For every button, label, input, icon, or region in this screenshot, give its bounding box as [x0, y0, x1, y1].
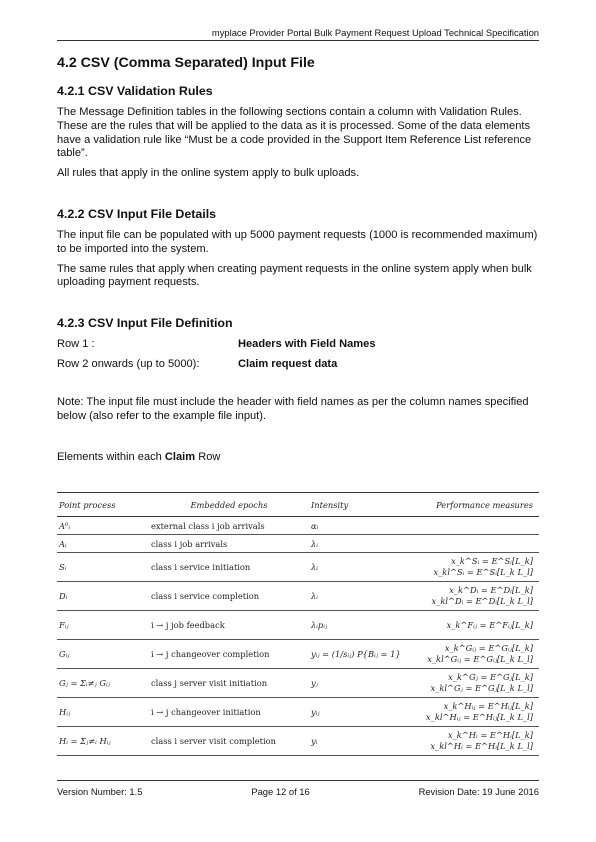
cell-point-process: Fᵢⱼ — [57, 611, 149, 640]
elements-caption — [57, 451, 540, 465]
input-file-details-heading: 4.2.2 CSV Input File Details — [57, 206, 217, 221]
header-point-process: Point process — [57, 493, 149, 517]
performance-measure: x_kl^Hᵢⱼ = E^Hᵢⱼ[L_k L_l] — [426, 712, 533, 722]
performance-measure: x_k^Sᵢ = E^Sᵢ[L_k] — [451, 556, 533, 566]
validation-rules-note: All rules that apply in the online system apply to bulk uploads. — [57, 167, 360, 180]
cell-performance-measures — [413, 535, 539, 553]
table-row — [57, 582, 539, 611]
footer-revision-date: Revision Date: 19 June 2016 — [418, 786, 539, 797]
section-heading: 4.2 CSV (Comma Separated) Input File — [57, 55, 315, 71]
cell-performance-measures — [413, 582, 539, 611]
cell-intensity: yᵢⱼ — [309, 698, 413, 727]
table-row — [57, 553, 539, 582]
point-process-table-wrapper — [57, 492, 539, 756]
table-row — [57, 640, 539, 669]
cell-intensity: yⱼ — [309, 669, 413, 698]
cell-point-process: Sᵢ — [57, 553, 149, 582]
table-row — [57, 669, 539, 698]
cell-embedded-epochs: i → j changeover initiation — [149, 698, 309, 727]
cell-intensity: λᵢ — [309, 535, 413, 553]
cell-point-process: Dᵢ — [57, 582, 149, 611]
input-file-definition-heading: 4.2.3 CSV Input File Definition — [57, 316, 233, 331]
cell-performance-measures — [413, 640, 539, 669]
performance-measure: x_k^Gᵢⱼ = E^Gᵢⱼ[L_k] — [444, 643, 533, 653]
cell-performance-measures — [413, 727, 539, 756]
elements-caption-pre: Elements within each — [57, 451, 165, 464]
table-row — [57, 698, 539, 727]
cell-embedded-epochs: i → j changeover completion — [149, 640, 309, 669]
cell-intensity: yᵢⱼ = (1/sᵢⱼ) P{Bᵢⱼ = 1} — [309, 640, 413, 669]
cell-performance-measures — [413, 611, 539, 640]
performance-measure: x_kl^Gᵢⱼ = E^Gᵢⱼ[L_k L_l] — [427, 654, 533, 664]
elements-caption-bold: Claim — [164, 451, 196, 464]
row-2-label: Row 2 onwards (up to 5000): — [57, 357, 200, 370]
cell-point-process: Hᵢ = Σⱼ≠ᵢ Hᵢⱼ — [57, 727, 149, 756]
performance-measure: x_kl^Dᵢ = E^Dᵢ[L_k L_l] — [431, 596, 533, 606]
row-2-value: Claim request data — [238, 357, 338, 370]
footer-version: Version Number: 1.5 — [57, 786, 143, 797]
document-body — [57, 55, 540, 471]
cell-embedded-epochs: external class i job arrivals — [149, 517, 309, 535]
validation-rules-paragraph: The Message Definition tables in the following sections contain a column with Validation Rules. These are the rules that will be applied to the data as it is processed. Some of the data elements have a validation rule like “Must be a code provided in the Support Item Reference List reference table”. — [57, 106, 532, 160]
cell-intensity: αᵢ — [309, 517, 413, 535]
cell-embedded-epochs: class i job arrivals — [149, 535, 309, 553]
cell-embedded-epochs: class i service initiation — [149, 553, 309, 582]
performance-measure: x_k^Hᵢ = E^Hᵢ[L_k] — [447, 730, 533, 740]
input-file-details-rules: The same rules that apply when creating payment requests in the online system apply when bulk uploading payment requests. — [57, 262, 532, 289]
validation-rules-heading: 4.2.1 CSV Validation Rules — [57, 84, 213, 98]
point-process-table — [57, 492, 539, 756]
cell-point-process: Hᵢⱼ — [57, 698, 149, 727]
performance-measure: x_k^Gⱼ = E^Gⱼ[L_k] — [448, 672, 533, 682]
cell-intensity: λᵢ — [309, 582, 413, 611]
table-row — [57, 727, 539, 756]
cell-embedded-epochs: class j server visit initiation — [149, 669, 309, 698]
cell-point-process: Gⱼ = Σᵢ≠ⱼ Gᵢⱼ — [57, 669, 149, 698]
header-intensity: Intensity — [309, 493, 413, 517]
input-file-details-paragraph: The input file can be populated with up 5000 payment requests (1000 is recommended maximum) to be imported into the system. — [57, 228, 538, 255]
performance-measure: x_k^Fᵢⱼ = E^Fᵢⱼ[L_k] — [446, 619, 533, 630]
performance-measure: x_kl^Gⱼ = E^Gⱼ[L_k L_l] — [430, 683, 533, 693]
cell-point-process: Aᵢ — [57, 535, 149, 553]
cell-intensity: yᵢ — [309, 727, 413, 756]
table-header-row — [57, 493, 539, 517]
page-footer — [57, 780, 539, 797]
row-1-label: Row 1 : — [57, 338, 95, 351]
performance-measure: x_k^Dᵢ = E^Dᵢ[L_k] — [449, 585, 533, 595]
definition-note: Note: The input file must include the header with field names as per the column names specified below (also refer to the example file input). — [57, 395, 529, 422]
header-performance-measures: Performance measures — [413, 493, 539, 517]
definition-row-2 — [57, 358, 540, 372]
performance-measure: x_kl^Hᵢ = E^Hᵢ[L_k L_l] — [430, 741, 533, 751]
header-embedded-epochs: Embedded epochs — [149, 493, 309, 517]
table-row — [57, 611, 539, 640]
cell-embedded-epochs: class i service completion — [149, 582, 309, 611]
cell-point-process: A⁰ᵢ — [57, 517, 149, 535]
footer-page-number: Page 12 of 16 — [251, 786, 310, 797]
cell-performance-measures — [413, 517, 539, 535]
cell-intensity: λᵢ — [309, 553, 413, 582]
performance-measure: x_kl^Sᵢ = E^Sᵢ[L_k L_l] — [433, 567, 533, 577]
elements-caption-post: Row — [195, 451, 221, 464]
cell-performance-measures — [413, 553, 539, 582]
row-1-value: Headers with Field Names — [238, 338, 376, 351]
table-row — [57, 517, 539, 535]
cell-intensity: λᵢpᵢⱼ — [309, 611, 413, 640]
cell-performance-measures — [413, 698, 539, 727]
cell-embedded-epochs: i → j job feedback — [149, 611, 309, 640]
table-row — [57, 535, 539, 553]
cell-performance-measures — [413, 669, 539, 698]
performance-measure: x_k^Hᵢⱼ = E^Hᵢⱼ[L_k] — [443, 701, 533, 711]
definition-row-1 — [57, 338, 540, 352]
cell-embedded-epochs: class i server visit completion — [149, 727, 309, 756]
cell-point-process: Gᵢⱼ — [57, 640, 149, 669]
page-header: myplace Provider Portal Bulk Payment Request Upload Technical Specification — [57, 27, 539, 41]
